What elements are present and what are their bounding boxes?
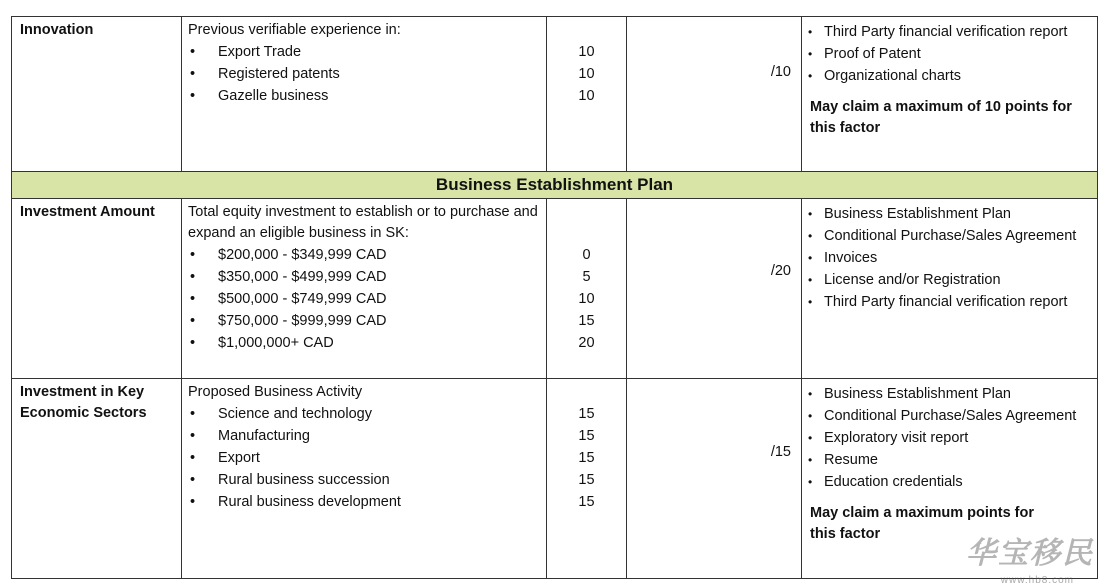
criteria-item: • $1,000,000+ CAD [188,332,540,354]
criteria-item: • Export [188,447,540,469]
criteria-list [188,403,540,513]
evidence-item: • Third Party financial verification report [806,291,1093,313]
evidence-item: • Invoices [806,247,1093,269]
bullet-icon: • [808,229,813,243]
bullet-icon: • [190,494,196,510]
evidence-item: • Business Establishment Plan [806,203,1093,225]
criteria-list [188,41,540,107]
bullet-icon: • [190,291,196,307]
bullet-icon: • [190,335,196,351]
points-value: 10 [578,291,595,307]
criteria-intro: Previous verifiable experience in: [188,22,401,38]
points-value: 0 [582,247,591,263]
max-points: /20 [770,263,791,279]
evidence-list [802,17,1097,87]
bullet-icon: • [808,273,813,287]
watermark-url: www.hb8.com [1000,575,1074,586]
criteria-item: • Rural business development [188,491,540,513]
points-value: 10 [578,66,595,82]
bullet-icon: • [190,44,196,60]
bullet-icon: • [190,88,196,104]
factor-name: Innovation [12,17,182,172]
factor-name: Investment Amount [12,199,182,379]
bullet-icon: • [808,409,813,423]
bullet-icon: • [190,472,196,488]
bullet-icon: • [808,475,813,489]
bullet-icon: • [808,295,813,309]
max-points: /10 [770,64,791,80]
bullet-icon: • [190,269,196,285]
points-value: 5 [582,269,591,285]
criteria-item: • Registered patents [188,63,540,85]
factor-row-key-sectors [12,379,1098,579]
criteria-cell [182,199,547,379]
evidence-item: • Business Establishment Plan [806,383,1093,405]
evidence-item: • License and/or Registration [806,269,1093,291]
points-value: 15 [578,450,595,466]
points-cell [547,17,627,172]
bullet-icon: • [808,207,813,221]
criteria-item: • Export Trade [188,41,540,63]
watermark-logo: 华宝移民 [966,536,1094,571]
criteria-item: • Science and technology [188,403,540,425]
max-points-cell [627,17,802,172]
evidence-item: • Proof of Patent [806,43,1093,65]
factor-row-innovation [12,17,1098,172]
evidence-item: • Conditional Purchase/Sales Agreement [806,405,1093,427]
evidence-list [802,379,1097,493]
criteria-item: • Rural business succession [188,469,540,491]
criteria-item: • Manufacturing [188,425,540,447]
section-heading-row [12,172,1098,199]
bullet-icon: • [808,69,813,83]
evidence-cell [802,199,1098,379]
max-points-cell [627,379,802,579]
evidence-item: • Education credentials [806,471,1093,493]
bullet-icon: • [808,431,813,445]
max-claim-note: May claim a maximum points for this factor [810,505,1035,542]
points-cell [547,199,627,379]
criteria-item: • $750,000 - $999,999 CAD [188,310,540,332]
evidence-item: • Organizational charts [806,65,1093,87]
criteria-item: • Gazelle business [188,85,540,107]
evidence-item: • Third Party financial verification report [806,21,1093,43]
bullet-icon: • [190,247,196,263]
points-value: 10 [578,88,595,104]
bullet-icon: • [808,453,813,467]
bullet-icon: • [190,66,196,82]
evidence-cell [802,17,1098,172]
points-value: 15 [578,472,595,488]
max-points-cell [627,199,802,379]
max-claim-note: May claim a maximum of 10 points for this factor [810,99,1072,136]
bullet-icon: • [190,450,196,466]
bullet-icon: • [808,47,813,61]
criteria-cell [182,17,547,172]
criteria-intro: Total equity investment to establish or to purchase and expand an eligible business in SK: [188,204,538,241]
criteria-item: • $200,000 - $349,999 CAD [188,244,540,266]
factor-name: Investment in Key Economic Sectors [12,379,182,579]
points-cell [547,379,627,579]
points-grid-table [11,16,1098,579]
points-value: 20 [578,335,595,351]
points-value: 15 [578,494,595,510]
points-value: 10 [578,44,595,60]
section-heading: Business Establishment Plan [12,172,1098,199]
factor-row-investment-amount [12,199,1098,379]
evidence-item: • Resume [806,449,1093,471]
criteria-intro: Proposed Business Activity [188,384,363,400]
evidence-item: • Exploratory visit report [806,427,1093,449]
points-value: 15 [578,406,595,422]
criteria-item: • $500,000 - $749,999 CAD [188,288,540,310]
evidence-list [802,199,1097,313]
bullet-icon: • [190,406,196,422]
bullet-icon: • [808,25,813,39]
criteria-cell [182,379,547,579]
bullet-icon: • [808,387,813,401]
max-points: /15 [770,444,791,460]
criteria-item: • $350,000 - $499,999 CAD [188,266,540,288]
bullet-icon: • [808,251,813,265]
criteria-list [188,244,540,354]
evidence-item: • Conditional Purchase/Sales Agreement [806,225,1093,247]
points-value: 15 [578,428,595,444]
bullet-icon: • [190,313,196,329]
points-value: 15 [578,313,595,329]
bullet-icon: • [190,428,196,444]
